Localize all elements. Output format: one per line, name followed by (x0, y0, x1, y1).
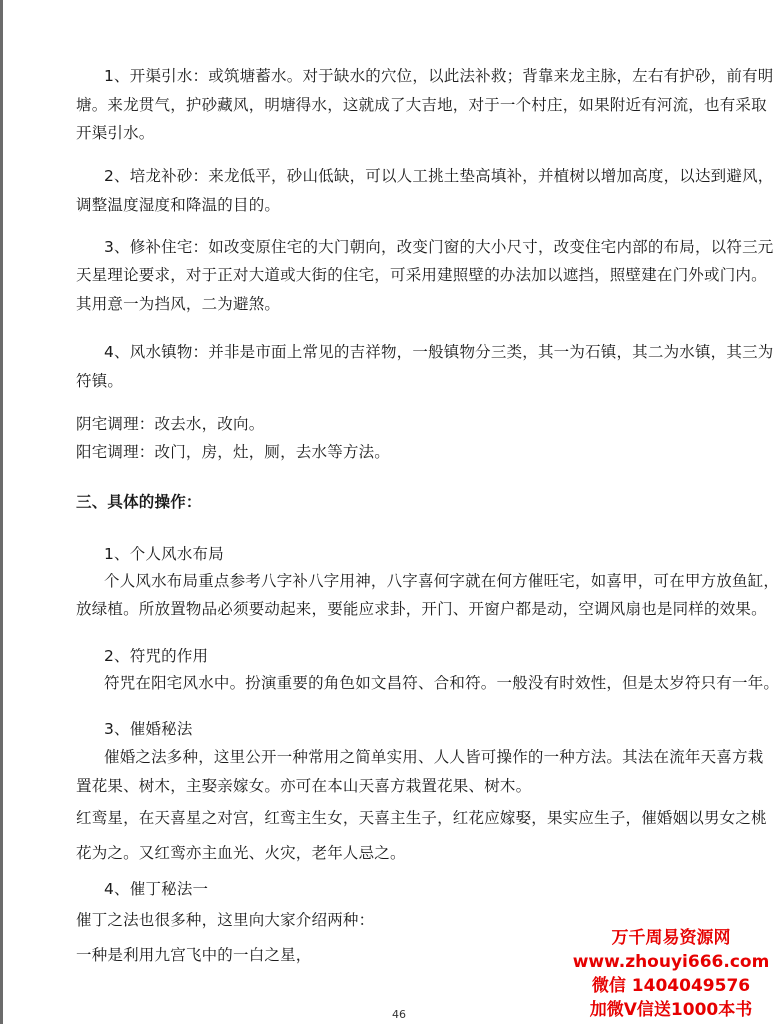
yin-house-line: 阴宅调理：改去水，改向。 (76, 415, 265, 433)
watermark-line-4: 加微V信送1000本书 (589, 1000, 753, 1020)
para-2-line-1: 2、培龙补砂：来龙低平，砂山低缺，可以人工挑土垫高填补，并植树以增加高度，以达到避风， (104, 167, 774, 185)
sub-2-title: 2、符咒的作用 (104, 647, 209, 665)
page-number: 46 (392, 1008, 406, 1021)
para-1-line-2: 塘。来龙贯气，护砂藏风，明塘得水，这就成了大吉地，对于一个村庄，如果附近有河流，也有采取 (76, 96, 767, 114)
sub-4-line-1: 催丁之法也很多种，这里向大家介绍两种： (76, 911, 375, 929)
watermark-line-2: www.zhouyi666.com (572, 952, 770, 972)
sub-3-line-1: 催婚之法多种，这里公开一种常用之简单实用、人人皆可操作的一种方法。其法在流年天喜方栽 (104, 748, 764, 766)
para-4-line-1: 4、风水镇物：并非是市面上常见的吉祥物，一般镇物分三类，其一为石镇，其二为水镇，其三为 (104, 343, 774, 361)
para-2-line-2: 调整温度湿度和降温的目的。 (76, 196, 281, 214)
para-3-line-3: 其用意一为挡风，二为避煞。 (76, 295, 281, 313)
sub-1-line-1: 个人风水布局重点参考八字补八字用神，八字喜何字就在何方催旺宅，如喜甲，可在甲方放鱼缸， (104, 572, 780, 590)
sub-3-extra-line-2: 花为之。又红鸾亦主血光、火灾，老年人忌之。 (76, 844, 406, 862)
sub-3-title: 3、催婚秘法 (104, 720, 193, 738)
watermark-line-1: 万千周易资源网 (611, 928, 731, 948)
sub-4-title: 4、催丁秘法一 (104, 880, 209, 898)
sub-4-line-2: 一种是利用九宫飞中的一白之星， (76, 946, 312, 964)
sub-1-title: 1、个人风水布局 (104, 545, 224, 563)
para-3-line-1: 3、修补住宅：如改变原住宅的大门朝向，改变门窗的大小尺寸，改变住宅内部的布局，以符三元 (104, 238, 774, 256)
para-1-line-1: 1、开渠引水：或筑塘蓄水。对于缺水的穴位，以此法补救；背靠来龙主脉，左右有护砂，前有明 (104, 67, 774, 85)
para-3-line-2: 天星理论要求，对于正对大道或大街的住宅，可采用建照壁的办法加以遮挡，照壁建在门外或门内。 (76, 266, 767, 284)
sub-1-line-2: 放绿植。所放置物品必须要动起来，要能应求卦，开门、开窗户都是动，空调风扇也是同样的效果。 (76, 600, 767, 618)
watermark-line-3: 微信 1404049576 (591, 976, 751, 996)
para-4-line-2: 符镇。 (76, 372, 124, 390)
yang-house-line: 阳宅调理：改门，房，灶，厕，去水等方法。 (76, 443, 391, 461)
section-3-heading: 三、具体的操作： (76, 493, 202, 511)
watermark (571, 926, 771, 1022)
sub-2-body: 符咒在阳宅风水中。扮演重要的角色如文昌符、合和符。一般没有时效性，但是太岁符只有一年。 (104, 674, 780, 692)
page-left-border (0, 0, 3, 1024)
para-1-line-3: 开渠引水。 (76, 124, 155, 142)
sub-3-extra-line-1: 红鸾星，在天喜星之对宫，红鸾主生女，天喜主生子，红花应嫁娶，果实应生子，催婚姻以男女之桃 (76, 809, 767, 827)
sub-3-line-2: 置花果、树木，主娶亲嫁女。亦可在本山天喜方栽置花果、树木。 (76, 777, 532, 795)
